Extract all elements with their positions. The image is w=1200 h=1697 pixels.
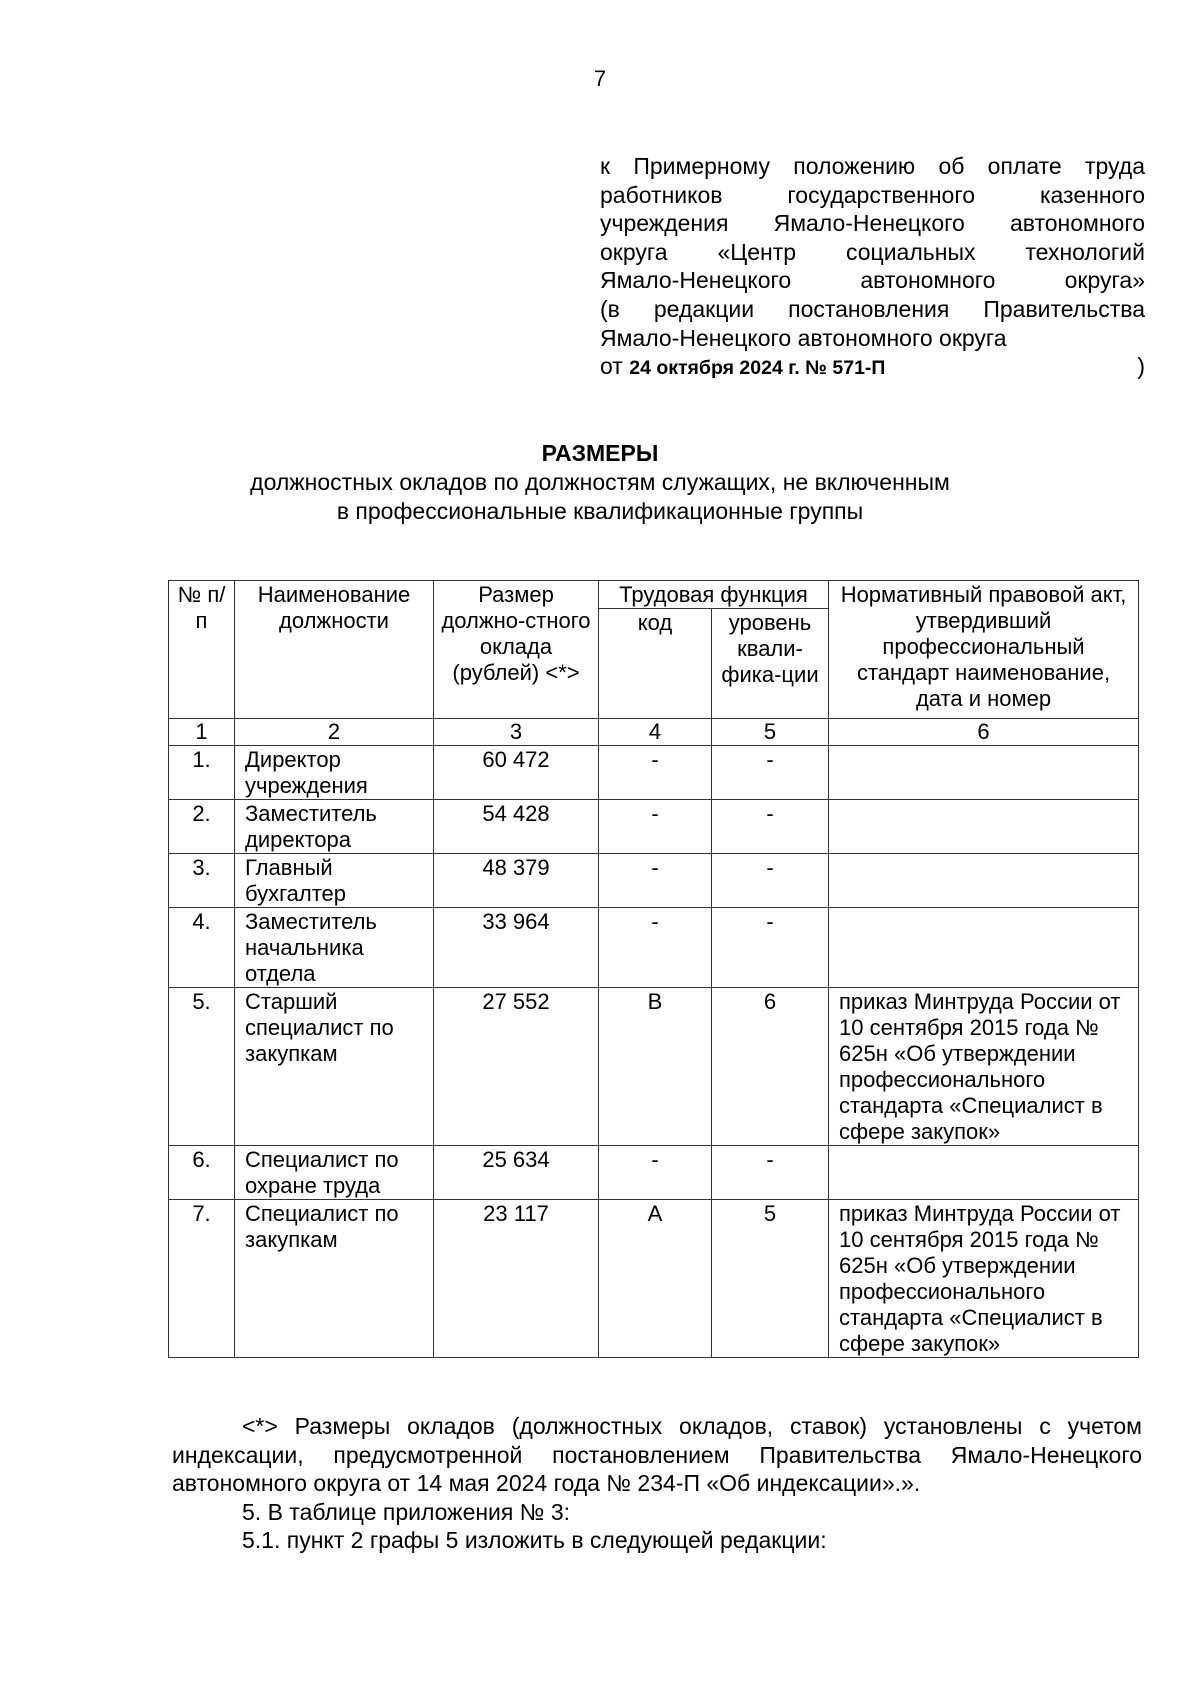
row-act xyxy=(829,800,1139,854)
row-name: Заместитель директора xyxy=(235,800,434,854)
row-level: - xyxy=(712,800,829,854)
stamp-line: учреждения Ямало-Ненецкого автономного xyxy=(600,210,1145,237)
row-salary: 23 117 xyxy=(434,1200,599,1358)
row-code: - xyxy=(599,746,712,800)
column-number: 6 xyxy=(829,719,1139,746)
stamp-line: Ямало-Ненецкого автономного округа xyxy=(600,324,1007,351)
column-number: 5 xyxy=(712,719,829,746)
row-num: 2. xyxy=(169,800,235,854)
row-code: В xyxy=(599,988,712,1146)
header-salary: Размер должно-стного оклада (рублей) <*> xyxy=(434,581,599,719)
row-code: - xyxy=(599,854,712,908)
paragraph-item-5-1: 5.1. пункт 2 графы 5 изложить в следующей редакции: xyxy=(242,1527,827,1554)
page-number: 7 xyxy=(593,66,607,91)
row-act: приказ Минтруда России от 10 сентября 2015 года № 625н «Об утверждении профессионального стандарта «Специалист в сфере закупок» xyxy=(829,1200,1139,1358)
heading-subtitle-line2: в профессиональные квалификационные группы xyxy=(336,497,864,524)
row-salary: 48 379 xyxy=(434,854,599,908)
header-num: № п/п xyxy=(169,581,235,719)
table-row xyxy=(169,908,1139,988)
table-row xyxy=(169,854,1139,908)
document-heading xyxy=(0,438,1200,525)
column-number: 4 xyxy=(599,719,712,746)
row-salary: 27 552 xyxy=(434,988,599,1146)
column-number: 1 xyxy=(169,719,235,746)
row-act: приказ Минтруда России от 10 сентября 2015 года № 625н «Об утверждении профессионального стандарта «Специалист в сфере закупок» xyxy=(829,988,1139,1146)
row-level: - xyxy=(712,908,829,988)
stamp-closing: ) xyxy=(1137,353,1145,380)
row-name: Специалист по закупкам xyxy=(235,1200,434,1358)
row-num: 6. xyxy=(169,1146,235,1200)
row-name: Старший специалист по закупкам xyxy=(235,988,434,1146)
table-row xyxy=(169,1200,1139,1358)
row-level: - xyxy=(712,854,829,908)
row-code: - xyxy=(599,908,712,988)
row-salary: 60 472 xyxy=(434,746,599,800)
header-name: Наименование должности xyxy=(235,581,434,719)
row-num: 3. xyxy=(169,854,235,908)
row-num: 7. xyxy=(169,1200,235,1358)
row-level: 6 xyxy=(712,988,829,1146)
approval-stamp xyxy=(600,152,1145,383)
row-name: Специалист по охране труда xyxy=(235,1146,434,1200)
header-act: Нормативный правовой акт, утвердивший профессиональный стандарт наименование, дата и номер xyxy=(829,581,1139,719)
stamp-line: округа «Центр социальных технологий xyxy=(600,238,1145,265)
heading-title: РАЗМЕРЫ xyxy=(541,440,659,466)
row-name: Заместитель начальника отдела xyxy=(235,908,434,988)
row-act xyxy=(829,854,1139,908)
row-act xyxy=(829,1146,1139,1200)
header-level: уровень квали-фика-ции xyxy=(712,609,829,719)
row-code: - xyxy=(599,1146,712,1200)
stamp-line: Ямало-Ненецкого автономного округа» xyxy=(600,267,1145,294)
row-level: 5 xyxy=(712,1200,829,1358)
stamp-line: к Примерному положению об оплате труда xyxy=(600,153,1145,179)
salary-table xyxy=(168,580,1139,1358)
row-num: 1. xyxy=(169,746,235,800)
row-code: - xyxy=(599,800,712,854)
row-act xyxy=(829,746,1139,800)
row-salary: 54 428 xyxy=(434,800,599,854)
table-row xyxy=(169,988,1139,1146)
header-labor-function: Трудовая функция xyxy=(599,581,829,609)
row-num: 5. xyxy=(169,988,235,1146)
row-level: - xyxy=(712,1146,829,1200)
stamp-date-group xyxy=(600,352,885,383)
stamp-line: работников государственного казенного xyxy=(600,181,1145,208)
footnote-text: <*> Размеры окладов (должностных окладов, ставок) установлены с учетом индексации, предусмотренной постановлением Правительства Ямало-Ненецкого автономного округа от 14 мая 2024 года № 234-П «Об индексации».». xyxy=(172,1413,1142,1497)
row-name: Директор учреждения xyxy=(235,746,434,800)
table-row xyxy=(169,746,1139,800)
column-number-row xyxy=(169,719,1139,746)
row-num: 4. xyxy=(169,908,235,988)
table-row xyxy=(169,800,1139,854)
heading-subtitle-line1: должностных окладов по должностям служащих, не включенным xyxy=(250,469,950,495)
row-act xyxy=(829,908,1139,988)
footnote-section xyxy=(172,1412,1142,1555)
table-row xyxy=(169,1146,1139,1200)
stamp-date-line xyxy=(600,352,1145,383)
row-name: Главный бухгалтер xyxy=(235,854,434,908)
stamp-date-prefix: от xyxy=(600,353,623,380)
stamp-date: 24 октября 2024 г. № 571-П xyxy=(629,357,886,380)
row-salary: 25 634 xyxy=(434,1146,599,1200)
paragraph-item-5: 5. В таблице приложения № 3: xyxy=(242,1498,570,1525)
row-level: - xyxy=(712,746,829,800)
stamp-line: (в редакции постановления Правительства xyxy=(600,295,1145,322)
column-number: 2 xyxy=(235,719,434,746)
column-number: 3 xyxy=(434,719,599,746)
row-code: А xyxy=(599,1200,712,1358)
row-salary: 33 964 xyxy=(434,908,599,988)
header-code: код xyxy=(599,609,712,719)
